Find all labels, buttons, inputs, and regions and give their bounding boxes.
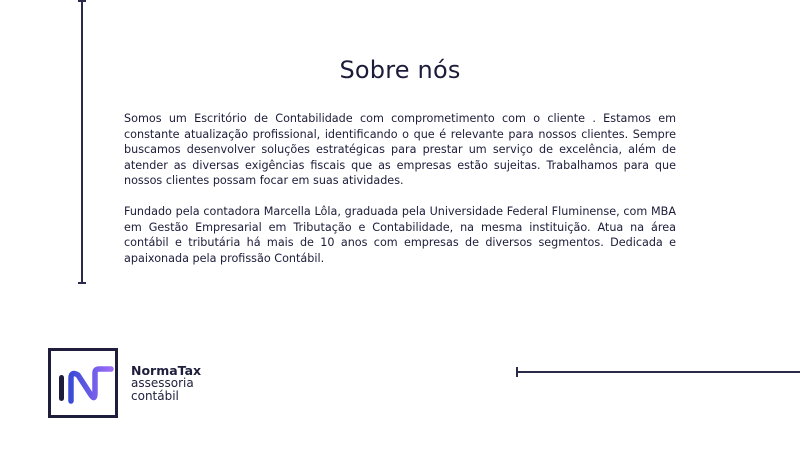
normatax-logo-icon — [48, 348, 118, 418]
about-text — [124, 111, 676, 282]
left-divider-top-cap — [78, 0, 86, 2]
logo-mark-icon — [51, 351, 115, 415]
right-horizontal-divider — [517, 371, 800, 373]
brand-name: NormaTax — [131, 363, 202, 378]
left-vertical-divider — [81, 0, 83, 284]
brand-tagline-line2: contábil — [131, 389, 179, 403]
about-paragraph-2: Fundado pela contadora Marcella Lôla, graduada pela Universidade Federal Fluminense, com MBA em Gestão Empresarial em Tributação e Contabilidade, na mesma instituição. Atua na área contábil e tributária há mais de 10 anos com empresas de diversos segmentos. Dedicada e apaixonada pela profissão Contábil. — [124, 205, 676, 265]
left-divider-bottom-cap — [78, 282, 86, 284]
brand-tagline-line1: assessoria — [131, 376, 194, 390]
page-title: Sobre nós — [339, 56, 461, 84]
about-paragraph-1: Somos um Escritório de Contabilidade com comprometimento com o cliente . Estamos em constante atualização profissional, identificando o que é relevante para nossos clientes. Sempre buscamos desenvolver soluções estratégicas para prestar um serviço de excelência, além de atender as diversas exigências fiscais que as empresas estão sujeitas. Trabalhamos para que nossos clientes possam focar em suas atividades. — [124, 112, 676, 187]
brand-wordmark — [131, 364, 201, 403]
